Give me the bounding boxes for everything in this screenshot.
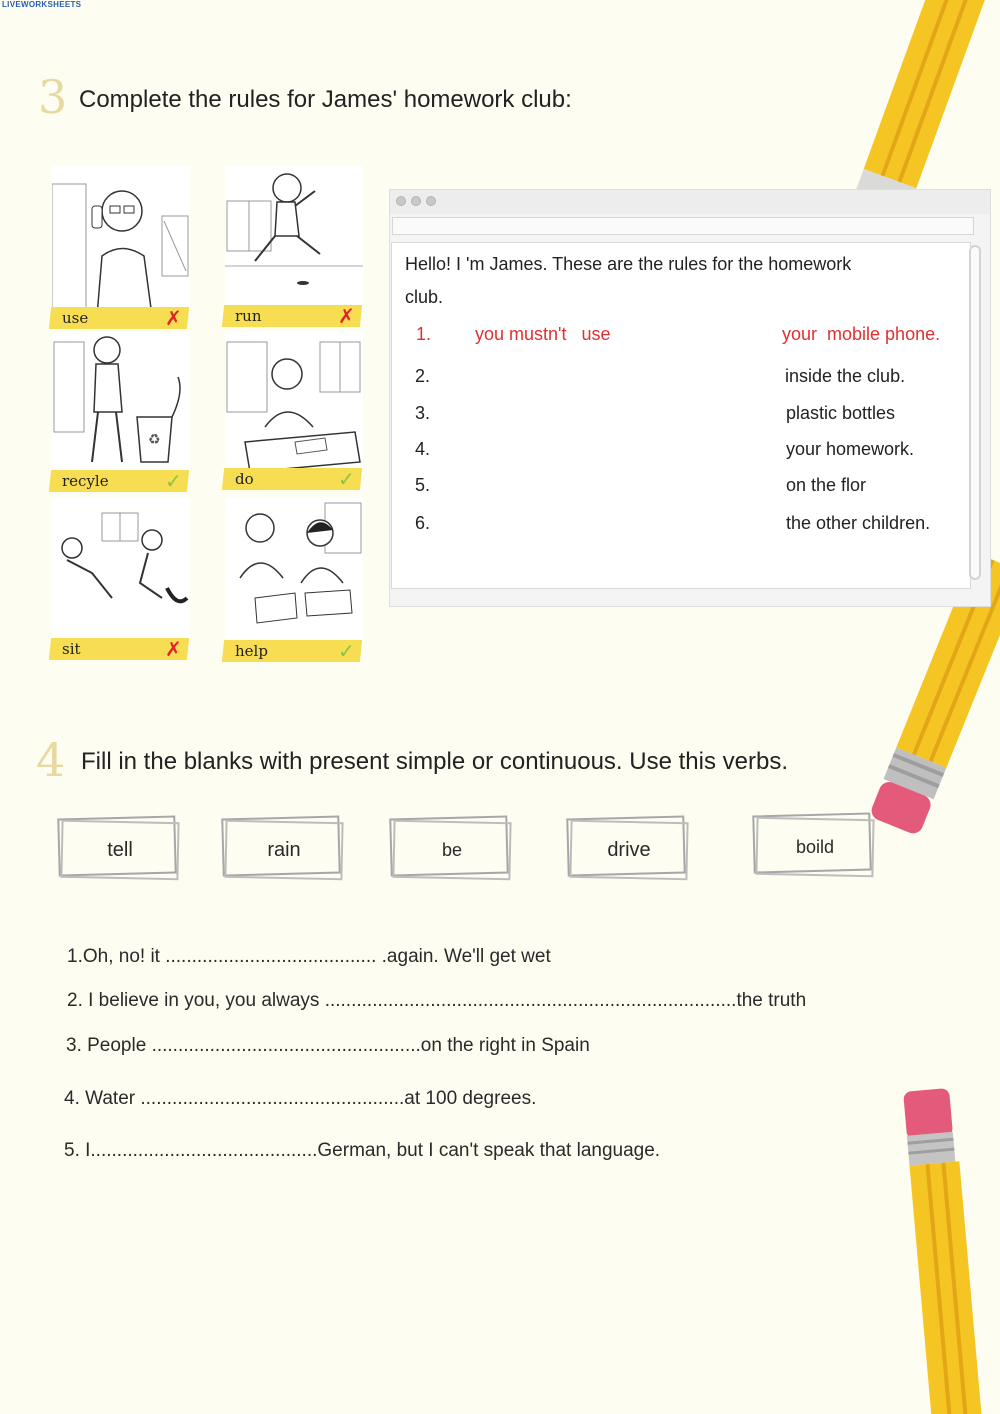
tag-use [49, 307, 189, 329]
rule-end: your homework. [786, 439, 915, 459]
intro-text-line-2: club. [405, 287, 444, 307]
svg-text:♻: ♻ [148, 432, 161, 448]
verb-box-drive [567, 817, 687, 879]
picture-help [225, 498, 363, 648]
address-bar[interactable] [392, 217, 974, 235]
sentence-3: 3. People ...................................................on the right in Spain [66, 1035, 590, 1056]
tag-label: use [62, 309, 89, 327]
rule-number: 2. [415, 366, 431, 386]
tag-label: help [235, 642, 268, 660]
tag-do [222, 468, 362, 490]
verb-box-rain [222, 817, 342, 879]
picture-do-homework [225, 332, 363, 482]
check-icon: ✓ [338, 467, 355, 491]
check-icon: ✓ [338, 639, 355, 663]
section-3-title: Complete the rules for James' homework club: [79, 86, 572, 113]
rule-number: 1. [416, 324, 432, 344]
picture-use-phone [52, 166, 190, 316]
sentence-1: 1.Oh, no! it ........................................ .again. We'll get wet [67, 946, 551, 967]
verb-label: be [441, 840, 463, 860]
picture-sit [52, 498, 190, 648]
rule-answer-input[interactable] [450, 471, 770, 497]
intro-text-line-1: Hello! I 'm James. These are the rules for the homework [405, 254, 852, 274]
window-close-icon[interactable] [396, 196, 406, 206]
tag-label: do [235, 470, 254, 488]
rule-number: 4. [415, 439, 431, 459]
verb-label: boild [795, 837, 835, 857]
picture-recycle [52, 332, 190, 482]
section-3-number: 3 [38, 70, 68, 124]
verb-label: tell [107, 839, 133, 861]
check-icon: ✓ [165, 469, 182, 493]
pencil-bottom-icon [903, 1088, 982, 1414]
verb-label: rain [267, 839, 301, 861]
rule-end: plastic bottles [786, 403, 896, 423]
cross-icon: ✗ [165, 306, 182, 330]
verb-box-be [390, 817, 510, 879]
rule-number: 3. [415, 403, 431, 423]
section-4-number: 4 [36, 733, 66, 787]
boys-helping-icon [225, 498, 363, 628]
sentence-5: 5. I...........................................German, but I can't speak that language. [64, 1140, 661, 1161]
verb-box-tell [58, 817, 178, 879]
boy-homework-icon [225, 332, 363, 482]
rule-end: the other children. [786, 513, 931, 533]
rule-end: on the flor [786, 475, 867, 495]
rule-answer-example: you mustn't use [475, 324, 611, 344]
verb-label: drive [607, 839, 651, 861]
tag-run [222, 305, 362, 327]
rule-number: 5. [415, 475, 431, 495]
tag-sit [49, 638, 189, 660]
section-4-title: Fill in the blanks with present simple or continuous. Use this verbs. [81, 748, 788, 775]
rule-end: inside the club. [785, 366, 906, 386]
sentence-4: 4. Water ..................................................at 100 degrees. [64, 1088, 537, 1109]
picture-run [225, 166, 363, 316]
boys-falling-icon [52, 498, 190, 628]
window-titlebar [390, 190, 990, 214]
rule-end: your mobile phone. [782, 324, 941, 344]
rule-answer-input[interactable] [450, 399, 770, 425]
boy-running-icon [225, 166, 363, 316]
rule-answer-input[interactable] [450, 509, 770, 535]
brand-logo: LIVEWORKSHEETS [2, 0, 82, 9]
tag-recyle [49, 470, 189, 492]
tag-help [222, 640, 362, 662]
boy-recycling-icon [52, 332, 190, 482]
window-minimize-icon[interactable] [411, 196, 421, 206]
rule-number: 6. [415, 513, 431, 533]
cross-icon: ✗ [165, 637, 182, 661]
cross-icon: ✗ [338, 304, 355, 328]
rule-answer-input[interactable] [450, 435, 770, 461]
verb-box-boild [753, 814, 873, 876]
tag-label: run [235, 307, 262, 325]
boy-phone-icon [52, 166, 190, 316]
tag-label: sit [62, 640, 81, 658]
window-maximize-icon[interactable] [426, 196, 436, 206]
scrollbar[interactable] [969, 245, 981, 580]
rule-answer-input[interactable] [450, 362, 770, 388]
sentence-2: 2. I believe in you, you always ..............................................................................the truth [67, 990, 807, 1011]
tag-label: recyle [62, 472, 109, 490]
